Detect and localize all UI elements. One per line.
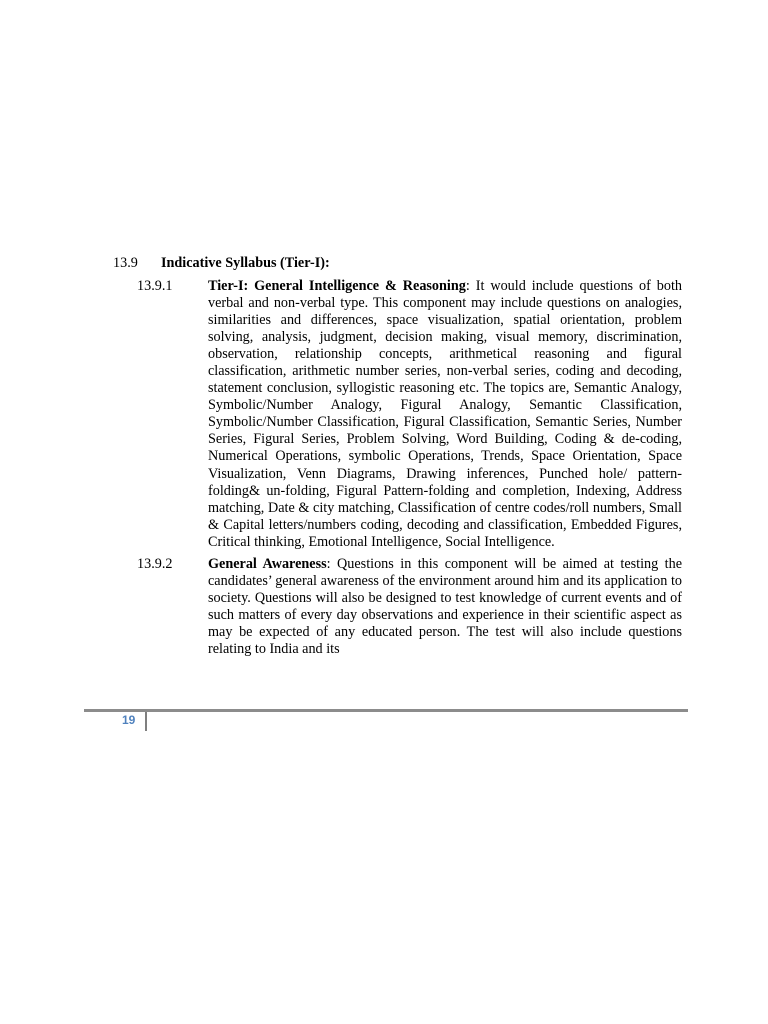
- page-footer: [84, 708, 688, 738]
- footer-rule: [84, 709, 688, 712]
- subsection-paragraph: [208, 556, 682, 658]
- subsection-general-awareness: [113, 556, 683, 658]
- page-number: 19: [122, 713, 136, 727]
- page-number-divider: [145, 712, 147, 731]
- syllabus-section: [113, 255, 683, 658]
- subsection-title: Tier-I: General Intelligence & Reasoning: [208, 278, 466, 294]
- subsection-general-intelligence: [113, 278, 683, 551]
- subsection-number: 13.9.2: [137, 555, 173, 572]
- section-heading: [113, 255, 683, 272]
- subsection-paragraph: [208, 278, 682, 551]
- subsection-text: : Questions in this component will be aimed at testing the candidates’ general awareness of the environment around him and its application to society. Questions will also be designed to test knowledge of current events and of such matters of every day observations and experience in their scientific aspect as may be expected of any educated person. The test will also include questions relating to India and its: [208, 555, 683, 657]
- subsection-number: 13.9.1: [137, 278, 173, 294]
- subsection-title: General Awareness: [208, 555, 327, 572]
- section-title: Indicative Syllabus (Tier-I):: [161, 255, 330, 271]
- section-number: 13.9: [113, 255, 138, 271]
- subsection-text: : It would include questions of both verbal and non-verbal type. This component may include questions on analogies, similarities and differences, space visualization, spatial orientation, problem solving, analysis, judgment, decision making, visual memory, discrimination, observation, relationship concepts, arithmetical reasoning and figural classification, arithmetic number series, non-verbal series, coding and decoding, statement conclusion, syllogistic reasoning etc. The topics are, Semantic Analogy, Symbolic/Number Analogy, Figural Analogy, Semantic Classification, Symbolic/Number Classification, Figural Classification, Semantic Series, Number Series, Figural Series, Problem Solving, Word Building, Coding & de-coding, Numerical Operations, symbolic Operations, Trends, Space Orientation, Space Visualization, Venn Diagrams, Drawing inferences, Punched hole/ pattern- folding& un-folding, Figural Pattern-folding and completion, Indexing, Address matching, Date & city matching, Classification of centre codes/roll numbers, Small & Capital letters/numbers coding, decoding and classification, Embedded Figures, Critical thinking, Emotional Intelligence, Social Intelligence.: [208, 278, 682, 550]
